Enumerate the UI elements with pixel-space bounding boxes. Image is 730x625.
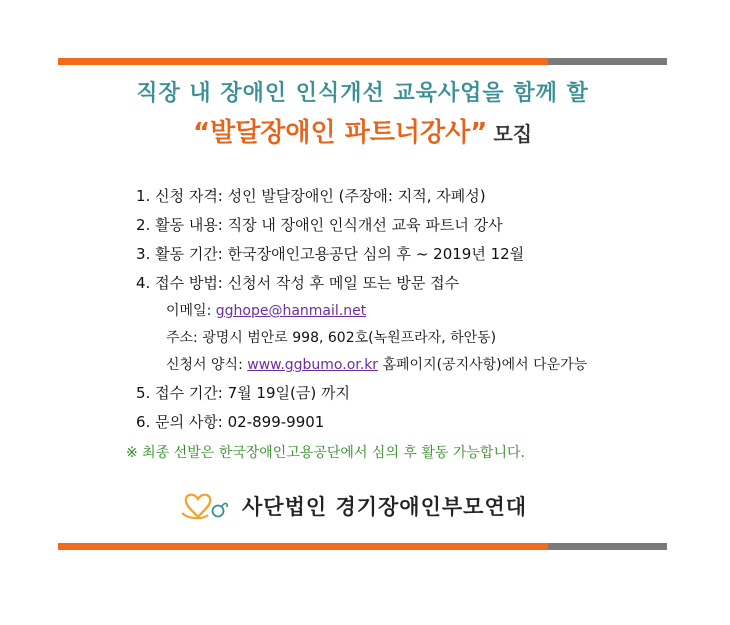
list-item: 6. 문의 사항: 02-899-9901 [136, 413, 325, 431]
headline-line-1: 직장 내 장애인 인식개선 교육사업을 함께 할 [136, 81, 589, 106]
email-link[interactable]: gghope@hanmail.net [215, 303, 367, 319]
organization-signature [178, 488, 527, 524]
list-item: 4. 접수 방법: 신청서 작성 후 메일 또는 방문 접수 [136, 274, 460, 292]
bottom-accent-bar [58, 543, 667, 550]
list-item: 1. 신청 자격: 성인 발달장애인 (주장애: 지적, 자폐성) [136, 187, 486, 205]
list-item: 3. 활동 기간: 한국장애인고용공단 심의 후 ~ 2019년 12월 [136, 245, 525, 263]
recruitment-notice-card [58, 58, 667, 550]
top-bar-gray [548, 58, 667, 65]
headline-title: “발달장애인 파트너강사” [192, 118, 488, 148]
top-bar-orange [58, 58, 548, 65]
form-line [136, 352, 587, 379]
organization-name: 사단법인 경기장애인부모연대 [242, 495, 528, 519]
address-line: 주소: 광명시 범안로 998, 602호(녹원프라자, 하안동) [166, 330, 497, 346]
headline-line-2 [58, 112, 667, 149]
bottom-bar-gray [548, 543, 667, 550]
email-line [136, 298, 587, 325]
list-item: 5. 접수 기간: 7월 19일(금) 까지 [136, 384, 350, 402]
form-label: 신청서 양식: [166, 357, 248, 373]
form-suffix: 홈페이지(공지사항)에서 다운가능 [378, 357, 588, 373]
list-item: 2. 활동 내용: 직장 내 장애인 인식개선 교육 파트너 강사 [136, 216, 503, 234]
top-accent-bar [58, 58, 667, 65]
selection-notice: ※ 최종 선발은 한국장애인고용공단에서 심의 후 활동 가능합니다. [126, 445, 525, 461]
heart-logo-icon [178, 491, 230, 521]
website-link[interactable]: www.ggbumo.or.kr [247, 357, 379, 373]
headline-suffix: 모집 [493, 122, 533, 146]
bottom-bar-orange [58, 543, 548, 550]
info-list [136, 182, 587, 437]
email-label: 이메일: [166, 303, 216, 319]
